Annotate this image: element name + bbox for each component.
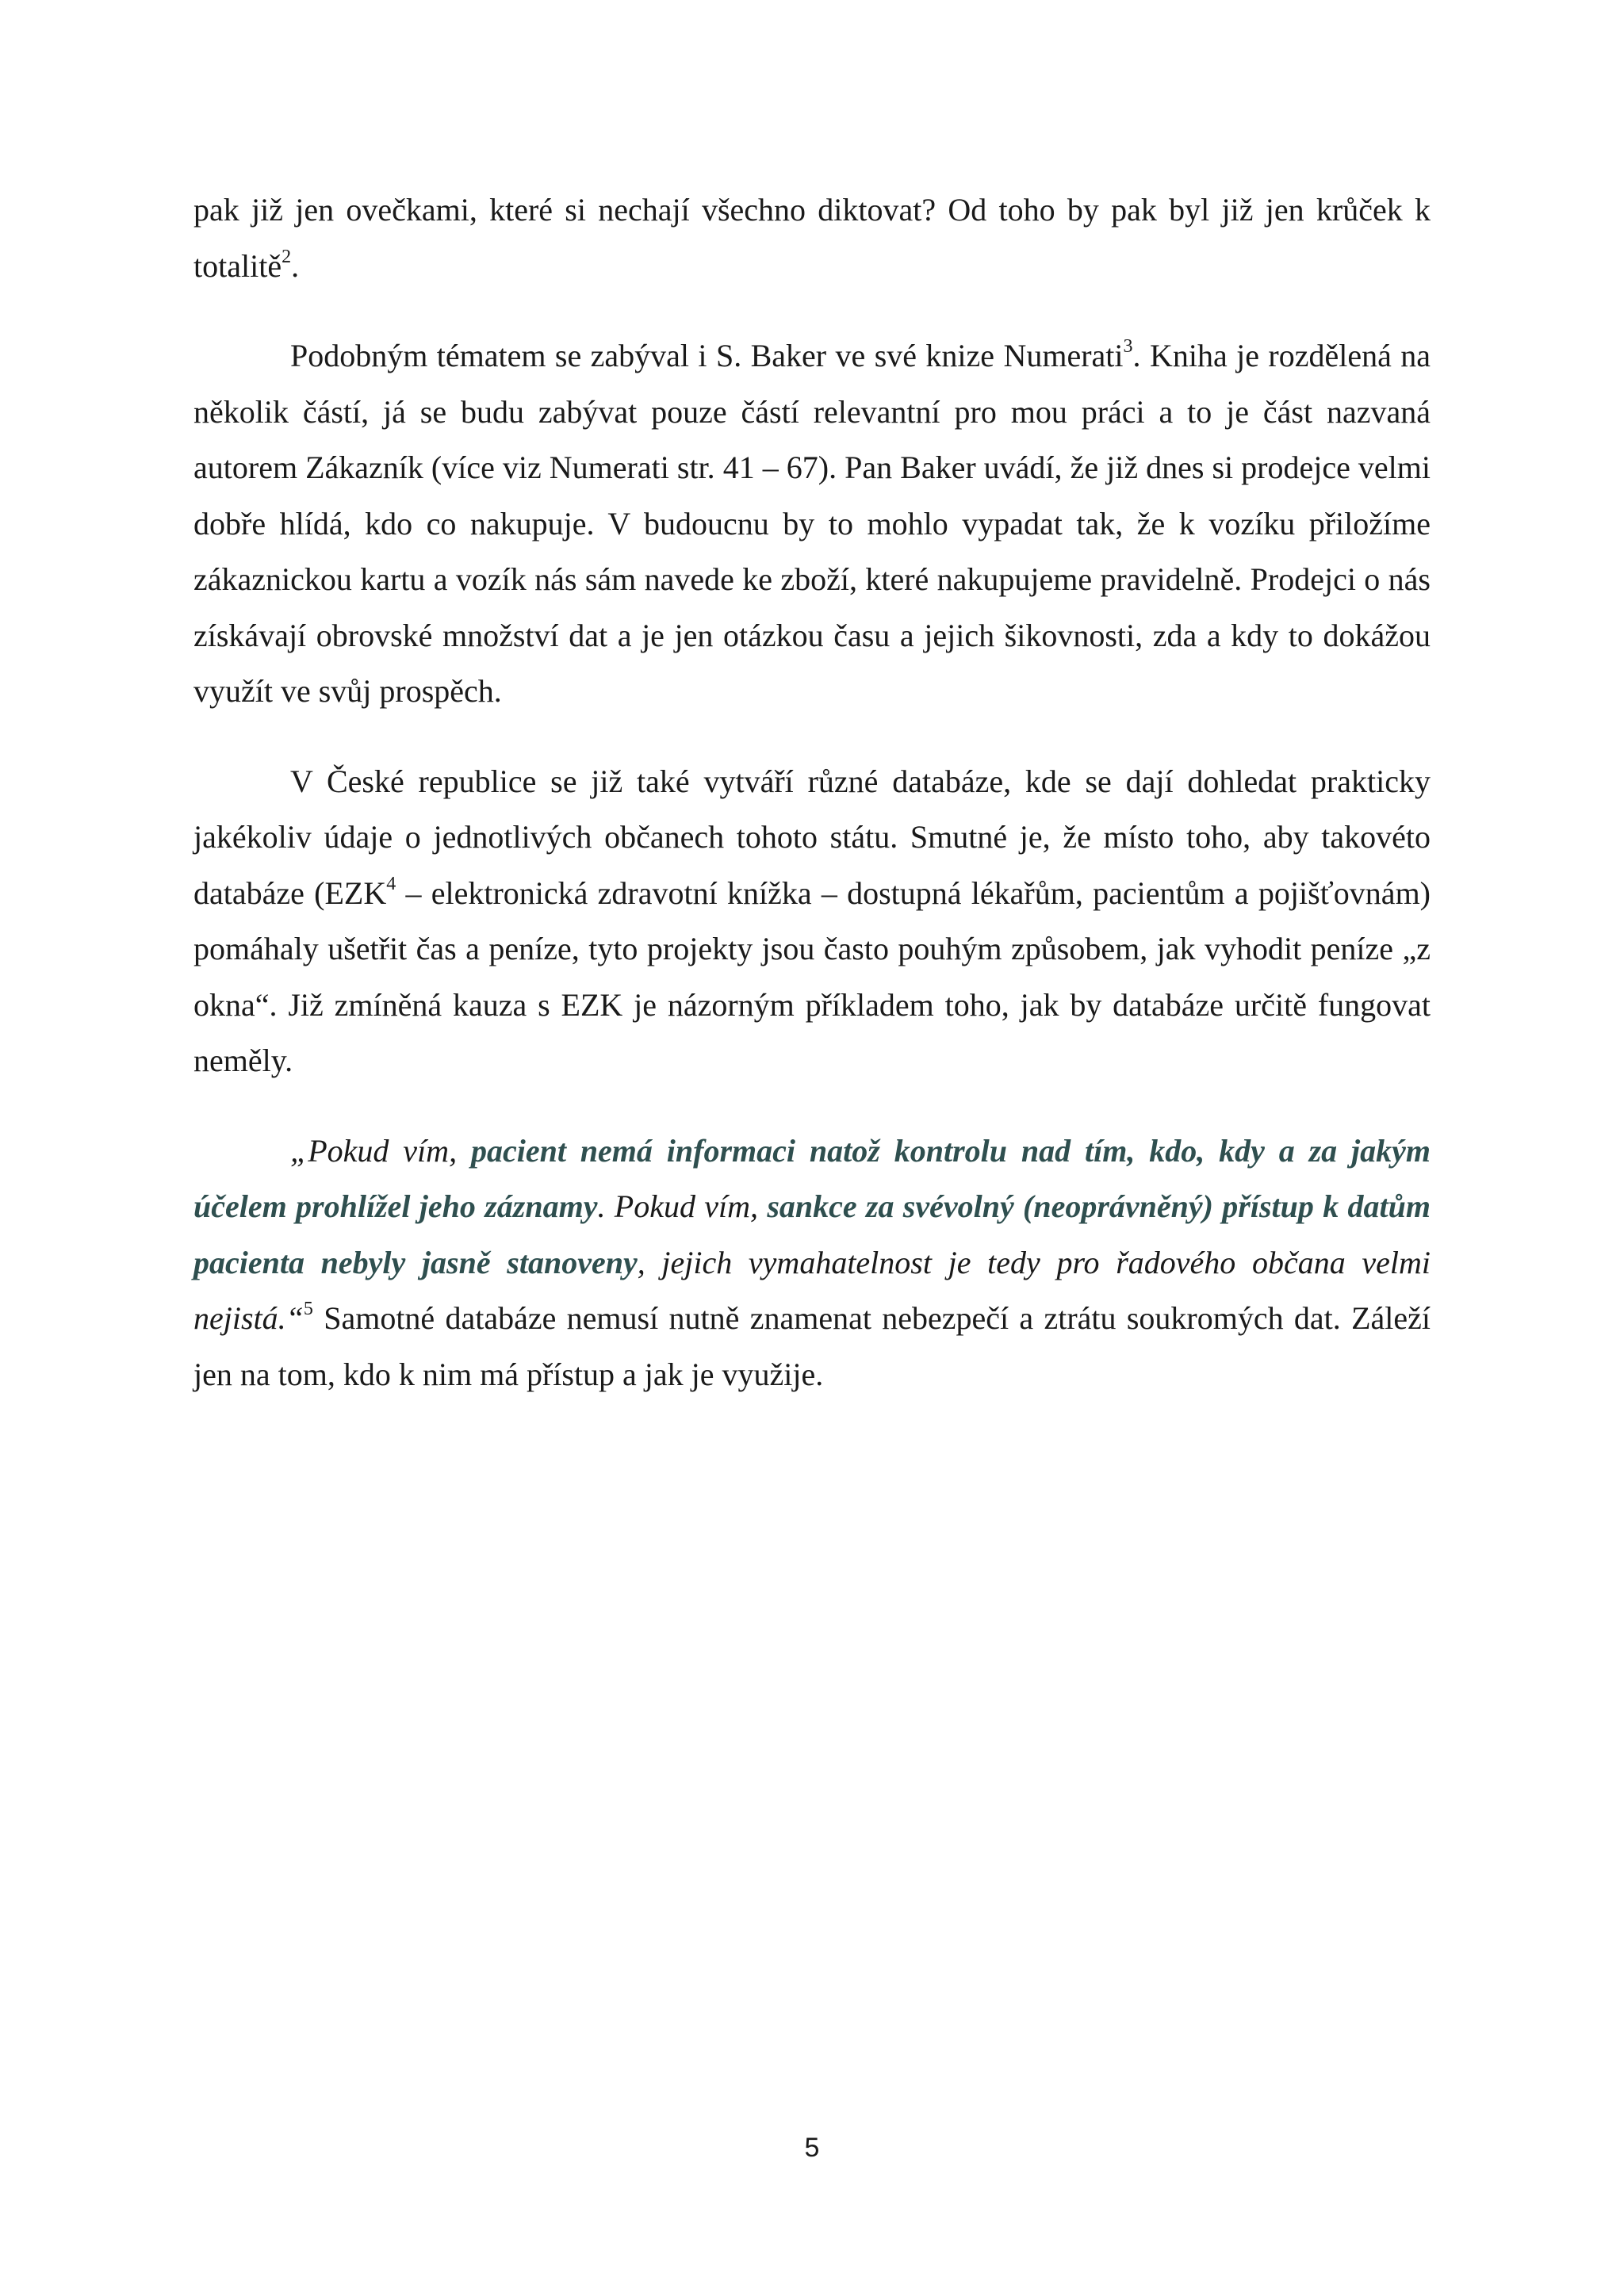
- quote-emphasis-2: sankce za svévolný (neoprávněný) přístup k datům pacienta nebyly jasně stanoveny: [193, 1188, 1431, 1280]
- footnote-ref-2[interactable]: 2: [282, 246, 292, 267]
- quote-part-2: . Pokud vím,: [597, 1188, 768, 1224]
- document-body: [193, 182, 1431, 1402]
- paragraph-1: [193, 182, 1431, 294]
- paragraph-3-text-a: V České republice se již také vytváří různé databáze, kde se dají dohledat prakticky jakékoliv údaje o jednotlivých občanech tohoto státu. Smutné je, že místo toho, aby takovéto databáze (EZK: [193, 763, 1431, 911]
- quote-emphasis-1: pacient nemá informaci natož kontrolu nad tím, kdo, kdy a za jakým účelem prohlížel jeho záznamy: [193, 1132, 1431, 1224]
- paragraph-4-rest: Samotné databáze nemusí nutně znamenat nebezpečí a ztrátu soukromých dat. Záleží jen na tom, kdo k nim má přístup a jak je využije.: [193, 1300, 1431, 1392]
- paragraph-4-quote: [193, 1123, 1431, 1403]
- quote-part-3: , jejich vymahatelnost je tedy pro řadového občana velmi nejistá.“: [193, 1244, 1431, 1336]
- paragraph-3-text-b: – elektronická zdravotní knížka – dostupná lékařům, pacientům a pojišťovnám) pomáhaly ušetřit čas a peníze, tyto projekty jsou často pouhým způsobem, jak vyhodit peníze „z okna“. Již zmíněná kauza s EZK je názorným příkladem toho, jak by databáze určitě fungovat neměly.: [193, 874, 1431, 1078]
- paragraph-1-end: .: [291, 247, 300, 284]
- paragraph-2: [193, 328, 1431, 720]
- footnote-ref-4[interactable]: 4: [386, 873, 396, 894]
- paragraph-2-text-b: . Kniha je rozdělená na několik částí, já se budu zabývat pouze částí relevantní pro mou práci a to je část nazvaná autorem Zákazník (více viz Numerati str. 41 – 67). Pan Baker uvádí, že již dnes si prodejce velmi dobře hlídá, kdo co nakupuje. V budoucnu by to mohlo vypadat tak, že k vozíku přiložíme zákaznickou kartu a vozík nás sám navede ke zboží, které nakupujeme pravidelně. Prodejci o nás získávají obrovské množství dat a je jen otázkou času a jejich šikovnosti, zda a kdy to dokážou využít ve svůj prospěch.: [193, 338, 1431, 709]
- paragraph-2-text-a: Podobným tématem se zabýval i S. Baker ve své knize Numerati: [290, 338, 1124, 373]
- paragraph-3: [193, 754, 1431, 1089]
- quote-part-1: „Pokud vím,: [290, 1132, 471, 1169]
- footnote-ref-5[interactable]: 5: [303, 1299, 313, 1320]
- page-number: 5: [804, 2133, 820, 2163]
- footnote-ref-3[interactable]: 3: [1123, 336, 1133, 358]
- paragraph-1-text: pak již jen ovečkami, které si nechají všechno diktovat? Od toho by pak byl již jen krůček k totalitě: [193, 192, 1431, 284]
